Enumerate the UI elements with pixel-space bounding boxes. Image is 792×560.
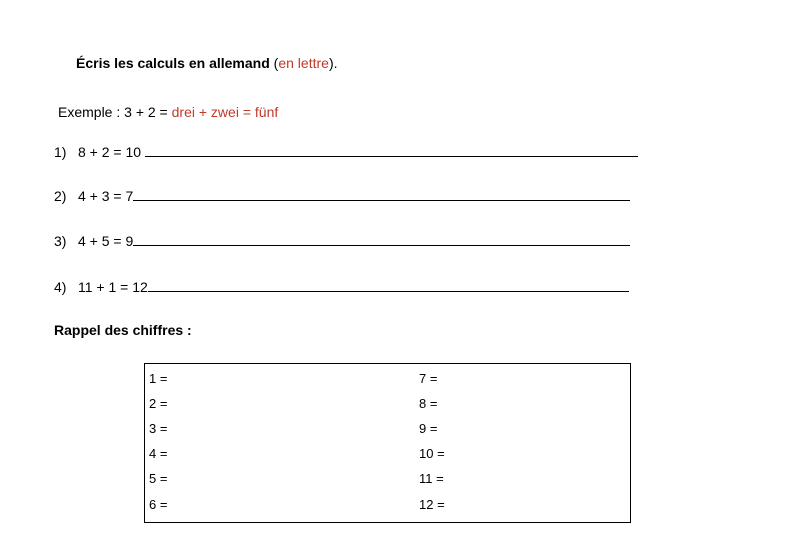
answer-line[interactable] xyxy=(148,277,629,292)
exercise-number: 4) xyxy=(54,279,67,295)
number-cell: 4 = xyxy=(149,446,168,461)
instruction-paren-close: ). xyxy=(328,55,338,71)
number-cell: 5 = xyxy=(149,471,168,486)
number-cell: 1 = xyxy=(149,371,168,386)
exercise-3 xyxy=(54,231,630,249)
exercise-calc: 4 + 5 = 9 xyxy=(78,233,134,249)
exercise-number: 3) xyxy=(54,233,67,249)
instruction-red: en lettre xyxy=(278,55,329,71)
number-cell: 9 = xyxy=(419,421,438,436)
number-cell: 11 = xyxy=(419,471,444,486)
instruction-bold: Écris les calculs en allemand xyxy=(76,55,270,71)
number-cell: 3 = xyxy=(149,421,168,436)
number-cell: 10 = xyxy=(419,446,445,461)
number-cell: 2 = xyxy=(149,396,168,411)
answer-line[interactable] xyxy=(133,186,630,201)
exercise-2 xyxy=(54,186,630,204)
number-cell: 7 = xyxy=(419,371,438,386)
number-cell: 6 = xyxy=(149,497,168,512)
exercise-1 xyxy=(54,142,638,160)
exercise-4 xyxy=(54,277,629,295)
exercise-calc: 11 + 1 = 12 xyxy=(78,279,148,295)
reminder-title: Rappel des chiffres : xyxy=(54,322,192,338)
exercise-number: 2) xyxy=(54,188,67,204)
exercise-number: 1) xyxy=(54,144,67,160)
answer-line[interactable] xyxy=(145,142,638,157)
number-cell: 8 = xyxy=(419,396,438,411)
exercise-calc: 4 + 3 = 7 xyxy=(78,188,134,204)
number-cell: 12 = xyxy=(419,497,445,512)
numbers-table xyxy=(144,363,631,523)
answer-line[interactable] xyxy=(133,231,630,246)
example xyxy=(58,104,278,120)
instruction xyxy=(76,55,338,71)
exercise-calc: 8 + 2 = 10 xyxy=(78,144,145,160)
instruction-paren-open: ( xyxy=(269,55,279,71)
example-answer: drei + zwei = fünf xyxy=(171,104,279,120)
example-label: Exemple : 3 + 2 = xyxy=(58,104,172,120)
